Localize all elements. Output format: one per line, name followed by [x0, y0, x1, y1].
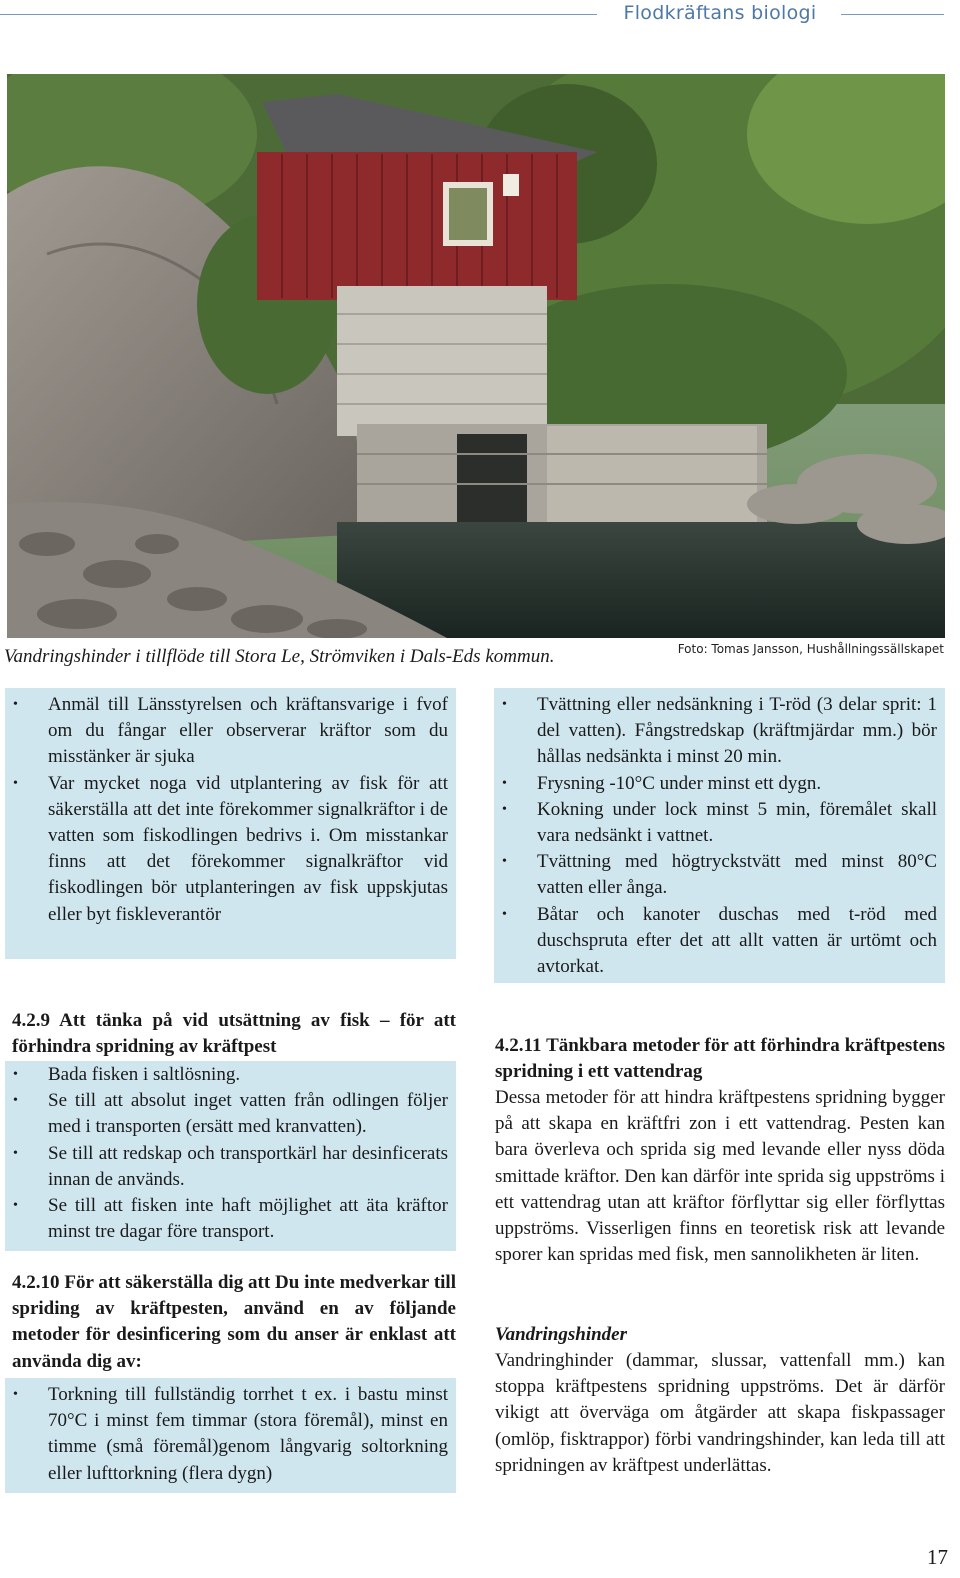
running-header: Flodkräftans biologi [623, 2, 817, 24]
figure-caption: Vandringshinder i tillflöde till Stora Le, Strömviken i Dals-Eds kommun. [4, 646, 555, 667]
list-item: • Tvättning med högtryckstvätt med minst 80°C vatten eller ånga. [494, 849, 937, 901]
list-item: • Anmäl till Länsstyrelsen och kräftansvarige i fvof om du fångar eller observerar kräftor som du misstänker är sjuka [5, 692, 448, 771]
heading-4-2-10: 4.2.10 För att säkerställa dig att Du inte medverkar till spriding av kräftpesten, använd en av följande metoder för desinficering som du anser är enklast att använda dig av: [12, 1272, 456, 1372]
list-item: • Se till att absolut inget vatten från odlingen följer med i transporten (ersätt med kranvatten). [5, 1088, 448, 1140]
list-item: • Torkning till fullständig torrhet t ex. i bastu minst 70°C i minst fem timmar (stora föremål), minst en timme (små föremål)genom långvarig soltorkning eller lufttorkning (flera dygn) [5, 1382, 448, 1487]
box-drying-method [5, 1378, 456, 1493]
heading-4-2-9: 4.2.9 Att tänka på vid utsättning av fisk – för att förhindra spridning av kräftpest [12, 1010, 456, 1058]
page-number: 17 [927, 1545, 948, 1569]
photo-pump-house [7, 74, 945, 638]
paragraph-vandringshinder: Vandringhinder (dammar, slussar, vattenfall mm.) kan stoppa kräftpestens spridning uppströms. Det är därför vikigt att överväga om åtgärder att skapa fiskpassager (omlöp, fisktrappor) förbi vandringshinder, kan leda till att spridningen av kräftpest underlättas. [495, 1350, 945, 1476]
photo-credit: Foto: Tomas Jansson, Hushållningssällskapet [677, 642, 944, 656]
header-rule-right [841, 14, 944, 15]
list-item: • Bada fisken i saltlösning. [5, 1062, 448, 1088]
box-disinfection-methods [494, 688, 945, 983]
box-fish-release [5, 1061, 456, 1251]
report-advice-list [5, 688, 456, 928]
list-item: • Frysning -10°C under minst ett dygn. [494, 771, 937, 797]
list-item: • Båtar och kanoter duschas med t-röd med duschspruta efter det att allt vatten är urtömt och avtorkat. [494, 902, 937, 981]
subheading-vandringshinder: Vandringshinder [495, 1324, 628, 1345]
list-item: • Tvättning eller nedsänkning i T-röd (3 delar sprit: 1 del vatten). Fångstredskap (kräftmjärdar mm.) bör hållas nedsänkta i minst 20 min. [494, 692, 937, 771]
disinfection-methods-list [494, 688, 945, 980]
drying-method-list [5, 1378, 456, 1487]
list-item: • Var mycket noga vid utplantering av fisk för att säkerställa att det inte förekommer signalkräftor i de vatten som fiskodlingen bedrivs i. Om misstankar finns att det förekommer signalkräftor vid fiskodlingen bör utplanteringen av fisk uppskjutas eller byt fiskleverantör [5, 771, 448, 928]
list-item: • Se till att fisken inte haft möjlighet att äta kräftor minst tre dagar före transport. [5, 1193, 448, 1245]
header-rule-left [0, 14, 597, 15]
heading-4-2-11: 4.2.11 Tänkbara metoder för att förhindra kräftpestens spridning i ett vattendrag [495, 1035, 945, 1083]
paragraph-4-2-11: Dessa metoder för att hindra kräftpestens spridning bygger på att skapa en kräftfri zon i ett vattendrag. Pesten kan bara överleva och sprida sig med levande eller nyss döda smittade kräftor. Den kan därför inte sprida sig uppströms i ett vattendrag utan att kräftor förflyttar sig eller förflyttas uppströms. Visserligen finns en teoretisk risk att levande sporer kan spridas med fisk, men sannolikheten är liten. [495, 1087, 945, 1266]
list-item: • Kokning under lock minst 5 min, föremålet skall vara nedsänkt i vattnet. [494, 797, 937, 849]
box-report-advice [5, 688, 456, 959]
fish-release-list [5, 1061, 456, 1245]
list-item: • Se till att redskap och transportkärl har desinficerats innan de används. [5, 1141, 448, 1193]
